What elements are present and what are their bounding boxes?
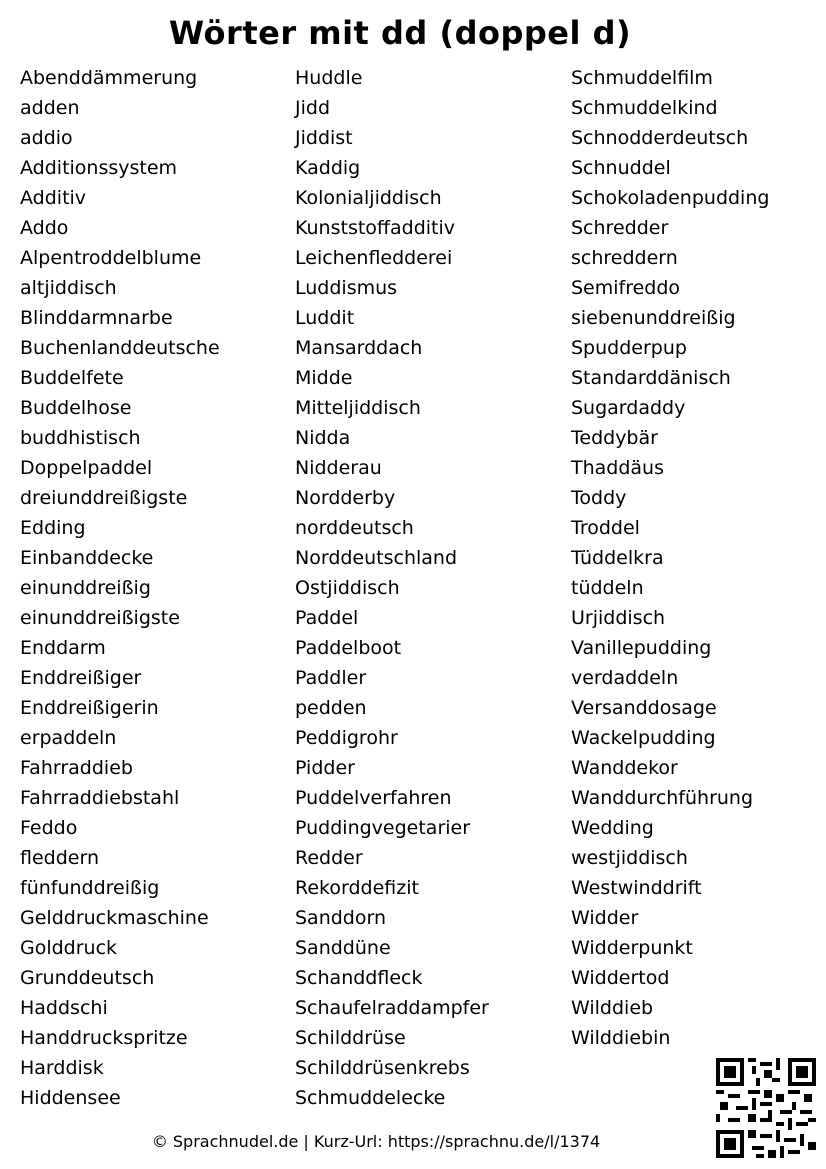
word-item: Grunddeutsch [20, 967, 155, 989]
word-item: Additiv [20, 187, 87, 209]
word-item: Buddelhose [20, 397, 132, 419]
word-item: siebenunddreißig [571, 307, 736, 329]
word-item: Schokoladenpudding [571, 187, 770, 209]
word-item: Widderpunkt [571, 937, 693, 959]
word-item: Schmuddelecke [295, 1087, 446, 1109]
word-item: Schnuddel [571, 157, 671, 179]
word-item: Schmuddelkind [571, 97, 718, 119]
word-item: Widder [571, 907, 639, 929]
word-item: Wilddiebin [571, 1027, 671, 1049]
word-item: Sanddüne [295, 937, 391, 959]
word-column-3 [571, 63, 769, 1053]
word-item: Schnodderdeutsch [571, 127, 749, 149]
word-item: fleddern [20, 847, 99, 869]
word-item: Norddeutschland [295, 547, 458, 569]
word-item: Nidda [295, 427, 351, 449]
word-item: Wanddurchführung [571, 787, 754, 809]
word-item: Doppelpaddel [20, 457, 153, 479]
word-item: Redder [295, 847, 363, 869]
word-item: Mitteljiddisch [295, 397, 421, 419]
word-item: Schilddrüsenkrebs [295, 1057, 470, 1079]
word-item: Additionssystem [20, 157, 178, 179]
word-item: tüddeln [571, 577, 644, 599]
word-column-2 [295, 63, 489, 1113]
word-item: Paddler [295, 667, 367, 689]
word-item: Jiddist [295, 127, 353, 149]
word-item: Rekorddefizit [295, 877, 419, 899]
word-item: Vanillepudding [571, 637, 712, 659]
word-item: Enddarm [20, 637, 106, 659]
word-item: Kunststoffadditiv [295, 217, 456, 239]
word-item: Buchenlanddeutsche [20, 337, 220, 359]
word-item: Feddo [20, 817, 78, 839]
word-item: Fahrraddiebstahl [20, 787, 180, 809]
word-item: Kaddig [295, 157, 361, 179]
word-item: Einbanddecke [20, 547, 154, 569]
word-item: norddeutsch [295, 517, 414, 539]
footer-credit: © Sprachnudel.de | Kurz-Url: https://sprachnu.de/l/1374 [151, 1132, 601, 1151]
word-item: Leichenfledderei [295, 247, 453, 269]
word-item: Urjiddisch [571, 607, 666, 629]
word-item: Toddy [571, 487, 627, 509]
word-item: schreddern [571, 247, 678, 269]
word-item: einunddreißigste [20, 607, 180, 629]
word-column-1 [20, 63, 220, 1113]
word-item: Semifreddo [571, 277, 681, 299]
word-item: Kolonialjiddisch [295, 187, 442, 209]
word-item: Troddel [571, 517, 640, 539]
word-item: Sanddorn [295, 907, 387, 929]
word-item: Schmuddelfilm [571, 67, 713, 89]
word-item: Addo [20, 217, 69, 239]
word-item: adden [20, 97, 80, 119]
word-item: Schaufelraddampfer [295, 997, 489, 1019]
word-item: Huddle [295, 67, 363, 89]
word-item: Puddingvegetarier [295, 817, 471, 839]
word-item: altjiddisch [20, 277, 117, 299]
word-item: Wanddekor [571, 757, 678, 779]
word-item: Widdertod [571, 967, 670, 989]
word-item: verdaddeln [571, 667, 679, 689]
word-item: Sugardaddy [571, 397, 686, 419]
word-item: Wedding [571, 817, 654, 839]
word-item: Enddreißiger [20, 667, 142, 689]
word-item: Ostjiddisch [295, 577, 400, 599]
word-item: Paddel [295, 607, 359, 629]
word-item: Schanddfleck [295, 967, 423, 989]
word-item: Midde [295, 367, 353, 389]
word-item: Fahrraddieb [20, 757, 133, 779]
word-item: Handdruckspritze [20, 1027, 188, 1049]
word-item: Wackelpudding [571, 727, 716, 749]
word-item: Teddybär [571, 427, 658, 449]
word-item: Puddelverfahren [295, 787, 452, 809]
word-item: pedden [295, 697, 367, 719]
word-item: Standarddänisch [571, 367, 731, 389]
word-item: addio [20, 127, 73, 149]
word-item: Luddit [295, 307, 355, 329]
word-item: Hiddensee [20, 1087, 121, 1109]
word-item: Mansarddach [295, 337, 423, 359]
word-item: Peddigrohr [295, 727, 398, 749]
word-item: Enddreißigerin [20, 697, 159, 719]
word-item: dreiunddreißigste [20, 487, 188, 509]
word-item: Paddelboot [295, 637, 402, 659]
word-item: Golddruck [20, 937, 118, 959]
word-item: Wilddieb [571, 997, 654, 1019]
word-item: Alpentroddelblume [20, 247, 202, 269]
word-item: erpaddeln [20, 727, 117, 749]
word-item: Abenddämmerung [20, 67, 198, 89]
word-item: Schredder [571, 217, 669, 239]
word-item: fünfunddreißig [20, 877, 160, 899]
word-item: Gelddruckmaschine [20, 907, 209, 929]
word-item: Westwinddrift [571, 877, 702, 899]
word-item: Tüddelkra [571, 547, 664, 569]
word-item: einunddreißig [20, 577, 151, 599]
word-item: Nidderau [295, 457, 382, 479]
page-title: Wörter mit dd (doppel d) [168, 14, 632, 52]
word-item: Edding [20, 517, 86, 539]
word-item: Jidd [295, 97, 331, 119]
word-item: Blinddarmnarbe [20, 307, 173, 329]
word-item: Thaddäus [571, 457, 664, 479]
word-item: Harddisk [20, 1057, 104, 1079]
word-item: Haddschi [20, 997, 108, 1019]
word-item: Nordderby [295, 487, 396, 509]
word-item: Buddelfete [20, 367, 124, 389]
word-item: buddhistisch [20, 427, 141, 449]
word-item: Pidder [295, 757, 355, 779]
word-item: Schilddrüse [295, 1027, 406, 1049]
word-item: Spudderpup [571, 337, 687, 359]
word-item: westjiddisch [571, 847, 688, 869]
word-item: Luddismus [295, 277, 398, 299]
word-item: Versanddosage [571, 697, 717, 719]
